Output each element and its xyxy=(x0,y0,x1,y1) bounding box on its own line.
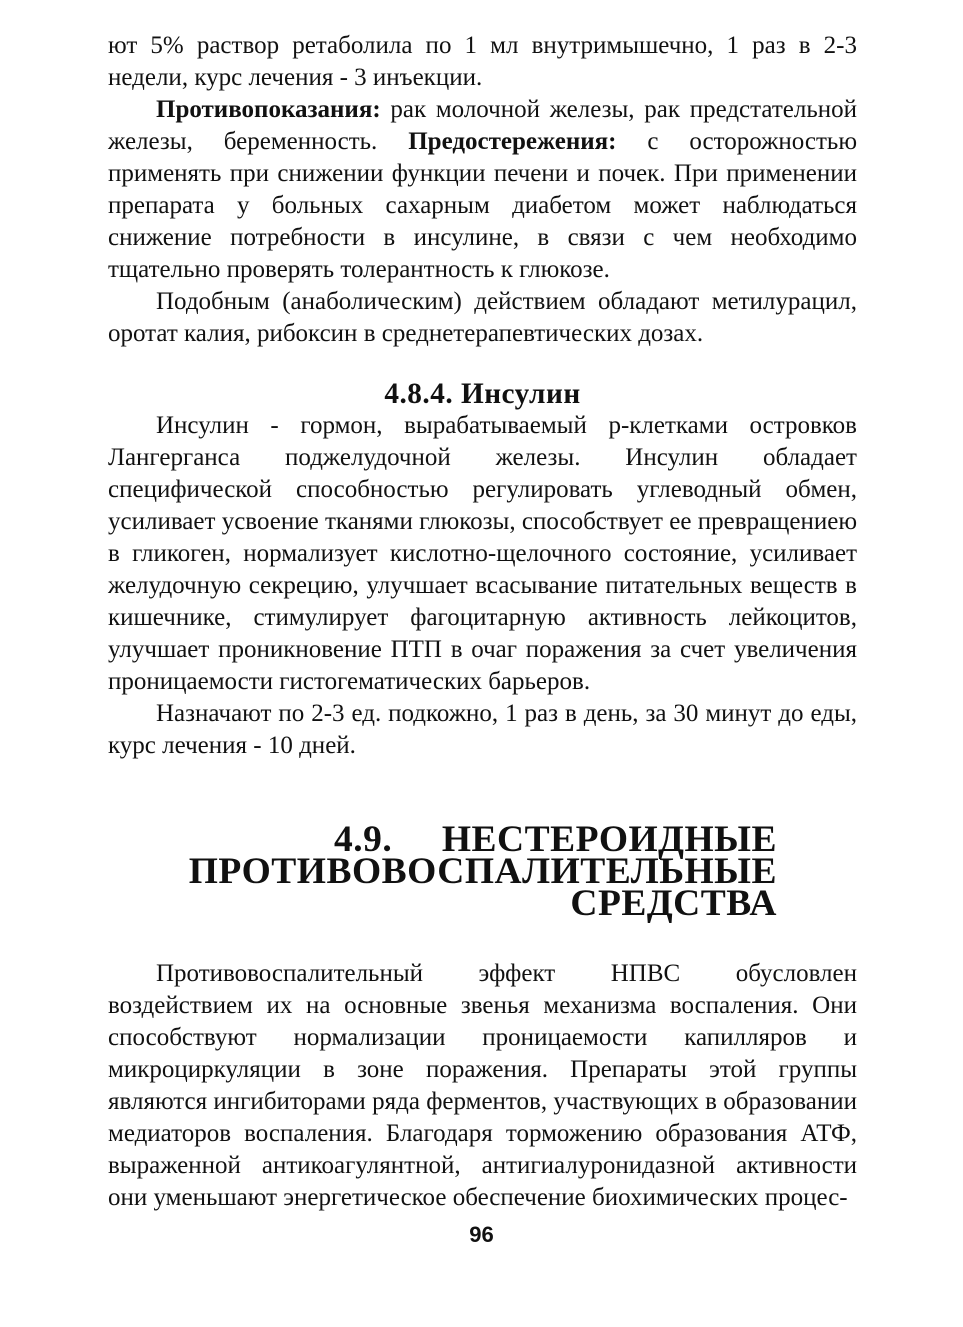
label-warnings: Предостережения: xyxy=(408,128,617,155)
heading-nsaids-number: 4.9. xyxy=(334,819,393,860)
paragraph-anabolic-analogues: Подобным (анаболическим) действием обладают метилурацил, оротат калия, рибоксин в среднетерапевтических дозах. xyxy=(108,288,857,347)
paragraph-contraindications xyxy=(108,94,857,286)
paragraph-insulin-description: Инсулин - гормон, вырабатываемый р-клетками островков Лангерганса поджелудочной железы. Инсулин обладает специфической способностью регулировать углеводный обмен, усиливает усвоение тканями глюкозы, способствует ее превращениею в гликоген, нормализует кислотно-щелочного состояние, усиливает желудочную секрецию, улучшает всасывание питательных веществ в кишечнике, стимулирует фагоцитарную активность лейкоцитов, улучшает проникновение ПТП в очаг поражения за счет увеличения проницаемости гистогематических барьеров. xyxy=(108,412,857,695)
paragraph-insulin-dosage: Назначают по 2-3 ед. подкожно, 1 раз в день, за 30 минут до еды, курс лечения - 10 дней. xyxy=(108,700,857,759)
heading-nsaids-word1: НЕСТЕРОИДНЫЕ xyxy=(441,819,777,860)
label-contraindications: Противопоказания: xyxy=(156,96,381,123)
paragraph-nsaids-effect: Противовоспалительный эффект НПВС обусловлен воздействием их на основные звенья механизма воспаления. Они способствуют нормализации проницаемости капилляров и микроциркуляции в зоне поражения. Препараты этой группы являются ингибиторами ряда ферментов, участвующих в образовании медиаторов воспаления. Благодаря торможению образования АТФ, выраженной антикоагулянтной, антигиалуронидазной активности они уменьшают энергетическое обеспечение биохимических процес- xyxy=(108,960,857,1211)
heading-insulin: 4.8.4. Инсулин xyxy=(384,378,581,410)
text-warnings: с осторожностью применять при снижении функции печени и почек. При применении препарата у больных сахарным диабетом может наблюдаться снижение потребности в инсулине, в связи с чем необходимо тщательно проверять толерантность к глюкозе. xyxy=(108,128,857,283)
text-contraindications: рак молочной железы, рак предстательной железы, беременность. xyxy=(108,96,857,155)
heading-nsaids xyxy=(108,819,857,924)
page-body xyxy=(108,30,857,1214)
heading-nsaids-line2: ПРОТИВОВОСПАЛИТЕЛЬНЫЕ СРЕДСТВА xyxy=(188,851,777,924)
page-number: 96 xyxy=(469,1222,494,1247)
paragraph-retabolil-dosage: ют 5% раствор ретаболила по 1 мл внутримышечно, 1 раз в 2-3 недели, курс лечения - 3 инъекции. xyxy=(108,32,857,91)
